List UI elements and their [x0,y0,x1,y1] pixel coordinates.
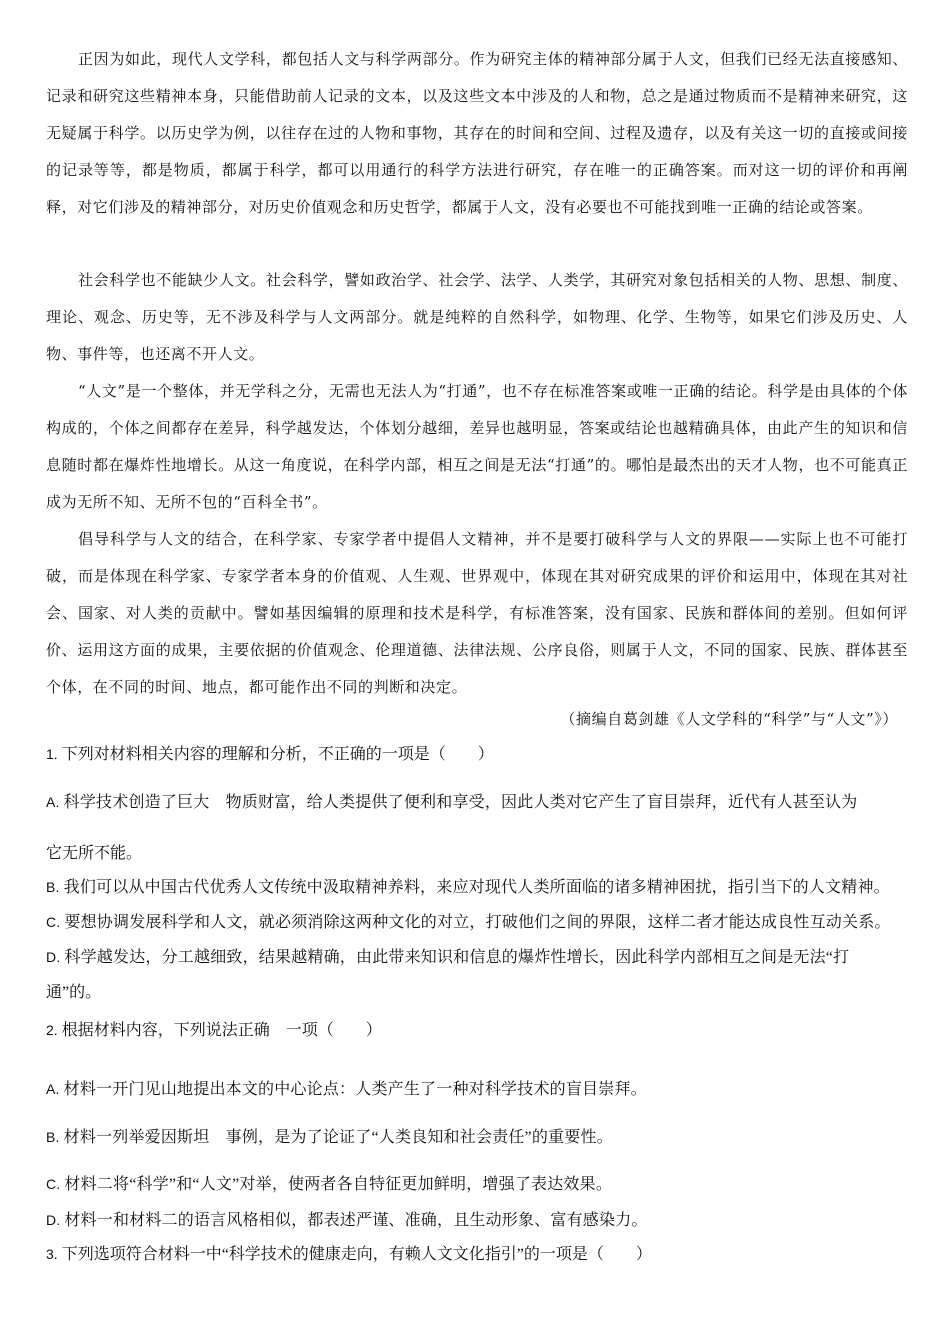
option-text: 科学技术创造了巨大 物质财富，给人类提供了便利和享受，因此人类对它产生了盲目崇拜，近代有人甚至认为 [63,794,858,811]
question-2-number: 2. [46,1022,58,1038]
question-3-number: 3. [46,1246,58,1262]
option-key: B. [46,879,60,895]
passage-paragraph-1: 正因为如此，现代人文学科，都包括人文与科学两部分。作为研究主体的精神部分属于人文，但我们已经无法直接感知、记录和研究这些精神本身，只能借助前人记录的文本，以及这些文本中涉及的人和物，总之是通过物质而不是精神来研究，这无疑属于科学。以历史学为例，以往存在过的人物和事物，其存在的时间和空间、过程及遗存，以及有关这一切的直接或间接的记录等等，都是物质，都属于科学，都可以用通行的科学方法进行研究，存在唯一的正确答案。而对这一切的评价和再阐释，对它们涉及的精神部分，对历史价值观念和历史哲学，都属于人文，没有必要也不可能找到唯一正确的结论或答案。 [46,50,908,216]
option-text: 材料二将“科学”和“人文”对举，使两者各自特征更加鲜明，增强了表达效果。 [64,1176,613,1193]
question-2-option-c[interactable] [46,1171,918,1198]
option-text: 要想协调发展科学和人文，就必须消除这两种文化的对立，打破他们之间的界限，这样二者才能达成良性互动关系。 [64,914,891,931]
option-text: 我们可以从中国古代优秀人文传统中汲取精神养料，来应对现代人类所面临的诸多精神困扰，指引当下的人文精神。 [63,879,890,896]
question-2-stem: 根据材料内容，下列说法正确 一项（ ） [61,1022,382,1039]
question-2-option-a[interactable] [46,1076,918,1103]
option-key: A. [46,794,60,810]
question-1-option-d[interactable] [46,944,918,971]
passage-paragraph-4: 倡导科学与人文的结合，在科学家、专家学者中提倡人文精神，并不是要打破科学与人文的界限——实际上也不可能打破，而是体现在科学家、专家学者本身的价值观、人生观、世界观中，体现在其对研究成果的评价和运用中，体现在其对社会、国家、对人类的贡献中。譬如基因编辑的原理和技术是科学，有标准答案，没有国家、民族和群体间的差别。但如何评价、运用这方面的成果，主要依据的价值观念、伦理道德、法律法规、公序良俗，则属于人文，不同的国家、民族、群体甚至个体，在不同的时间、地点，都可能作出不同的判断和决定。 [46,530,908,696]
question-2 [46,1017,918,1044]
passage-paragraph-2: 社会科学也不能缺少人文。社会科学，譬如政治学、社会学、法学、人类学，其研究对象包括相关的人物、思想、制度、理论、观念、历史等，无不涉及科学与人文两部分。就是纯粹的自然科学，如物理、化学、生物等，如果它们涉及历史、人物、事件等，也还离不开人文。 [46,271,908,363]
option-text: 材料一开门见山地提出本文的中心论点：人类产生了一种对科学技术的盲目崇拜。 [63,1081,647,1098]
question-3 [46,1241,918,1268]
question-1-option-a-continuation: 它无所不能。 [46,845,143,862]
question-1 [46,741,918,768]
option-text: 材料一列举爱因斯坦 事例，是为了论证了“人类良知和社会责任”的重要性。 [63,1129,613,1146]
option-key: A. [46,1081,60,1097]
question-1-stem: 下列对材料相关内容的理解和分析，不正确的一项是（ ） [61,746,494,763]
question-1-option-d-continuation: 通”的。 [46,984,102,1001]
option-key: C. [46,1176,61,1192]
option-text: 材料一和材料二的语言风格相似，都表述严谨、准确，且生动形象、富有感染力。 [64,1212,648,1229]
passage-source: （摘编自葛剑雄《人文学科的“科学”与“人文”》） [560,710,898,728]
question-1-option-c[interactable] [46,909,918,936]
question-3-stem: 下列选项符合材料一中“科学技术的健康走向，有赖人文文化指引”的一项是（ ） [61,1246,652,1263]
passage-paragraph-3: “人文”是一个整体，并无学科之分，无需也无法人为“打通”，也不存在标准答案或唯一正确的结论。科学是由具体的个体构成的，个体之间都存在差异，科学越发达，个体划分越细，差异也越明显，答案或结论也越精确具体，由此产生的知识和信息随时都在爆炸性地增长。从这一角度说，在科学内部，相互之间是无法“打通”的。哪怕是最杰出的天才人物，也不可能真正成为无所不知、无所不包的“百科全书”。 [46,382,908,511]
option-key: D. [46,1212,61,1228]
question-1-option-a[interactable] [46,789,918,816]
option-key: B. [46,1129,60,1145]
option-key: D. [46,949,61,965]
question-1-option-b[interactable] [46,874,918,901]
option-key: C. [46,914,61,930]
question-1-number: 1. [46,746,58,762]
question-2-option-d[interactable] [46,1207,918,1234]
question-2-option-b[interactable] [46,1124,918,1151]
option-text: 科学越发达，分工越细致，结果越精确，由此带来知识和信息的爆炸性增长，因此科学内部相互之间是无法“打 [64,949,850,966]
